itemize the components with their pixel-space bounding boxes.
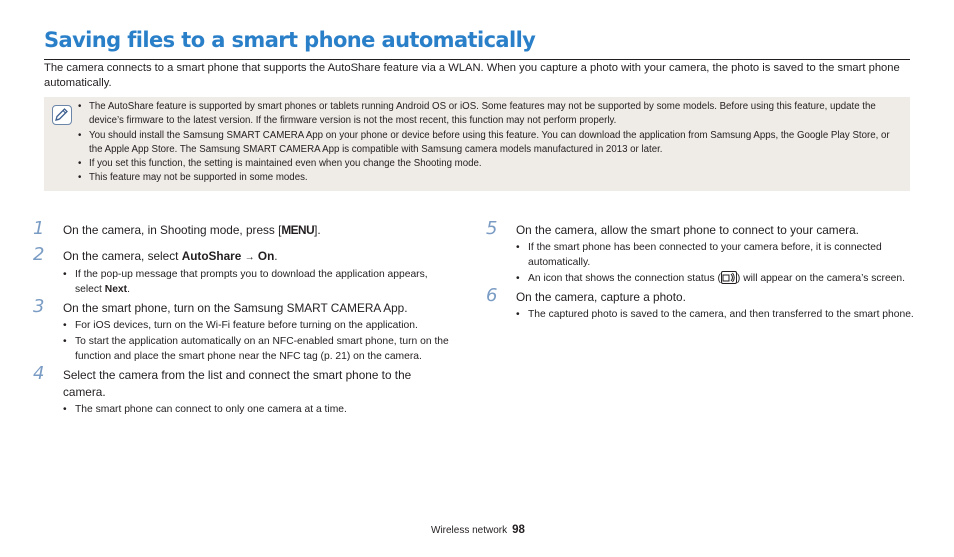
arrow-right-icon: →	[244, 252, 255, 263]
option-on: On	[257, 249, 275, 263]
step-text: On the camera, allow the smart phone to connect to your camera.	[516, 223, 859, 237]
option-next: Next	[104, 284, 128, 295]
step-number: 3	[33, 296, 45, 317]
step-sub-item	[63, 267, 453, 297]
steps-right-column	[486, 218, 916, 325]
note-item: • The AutoShare feature is supported by smart phones or tablets running Android OS or iOS. Some features may not be supported by some models. Before using this feature, update the device’s firmware to the latest version. If the firmware version is not the most recent, this function may not perform properly.	[78, 100, 904, 129]
page-number: 98	[512, 524, 525, 536]
step-number: 4	[33, 363, 45, 384]
step-sub-item: • The captured photo is saved to the camera, and then transferred to the smart phone.	[516, 307, 916, 322]
step-sub-list	[63, 402, 453, 417]
step-text	[63, 222, 453, 239]
step-number: 2	[33, 244, 45, 265]
sub-text-part: If the pop-up message that prompts you to download the application appears, select	[75, 269, 428, 295]
note-item: • You should install the Samsung SMART CAMERA App on your phone or device before using this feature. You can download the application from Samsung Apps, the Google Play Store, or the Apple App Store. The Samsung SMART CAMERA App is compatible with Samsung camera models manufactured in 2013 or later.	[78, 129, 904, 158]
autoshare-status-icon	[721, 271, 737, 284]
sub-text-part: An icon that shows the connection status (	[528, 273, 721, 284]
page-footer	[431, 524, 525, 536]
steps-left-column	[33, 218, 453, 420]
step-4	[33, 363, 453, 417]
sub-text-part: ) will appear on the camera’s screen.	[736, 273, 905, 284]
note-list	[78, 100, 904, 186]
option-autoshare: AutoShare	[181, 249, 242, 263]
step-5	[486, 218, 916, 286]
step-1	[33, 218, 453, 239]
step-sub-list	[63, 267, 453, 297]
step-text-part: ].	[314, 223, 321, 237]
menu-key-label: MENU	[281, 223, 315, 237]
intro-paragraph: The camera connects to a smart phone that supports the AutoShare feature via a WLAN. When you capture a photo with your camera, the photo is saved to the smart phone automatically.	[44, 62, 900, 89]
step-6	[486, 285, 916, 322]
note-item: • This feature may not be supported in some modes.	[78, 171, 904, 185]
title-divider	[44, 59, 910, 60]
step-sub-list	[63, 318, 453, 364]
step-text-part: On the camera, in Shooting mode, press [	[63, 223, 282, 237]
step-number: 5	[486, 218, 498, 239]
step-3	[33, 296, 453, 364]
step-text-part: .	[274, 249, 278, 263]
sub-text-part: .	[127, 284, 130, 295]
note-box	[44, 97, 910, 191]
step-sub-item: • For iOS devices, turn on the Wi-Fi feature before turning on the application.	[63, 318, 453, 333]
step-text: Select the camera from the list and connect the smart phone to the camera.	[63, 368, 412, 399]
step-sub-item: • If the smart phone has been connected to your camera before, it is connected automatically.	[516, 240, 916, 270]
step-text-part: On the camera, select	[63, 249, 182, 263]
note-pencil-icon	[52, 105, 72, 125]
step-sub-list	[516, 307, 916, 322]
step-sub-list	[516, 240, 916, 286]
step-sub-item: • To start the application automatically on an NFC-enabled smart phone, turn on the function and place the smart phone near the NFC tag (p. 21) on the camera.	[63, 334, 453, 364]
footer-section-name: Wireless network	[431, 525, 508, 536]
step-number: 6	[486, 285, 498, 306]
step-text	[63, 248, 453, 266]
note-item: • If you set this function, the setting is maintained even when you change the Shooting mode.	[78, 157, 904, 171]
step-text: On the smart phone, turn on the Samsung SMART CAMERA App.	[63, 301, 408, 315]
step-number: 1	[33, 218, 45, 239]
step-text: On the camera, capture a photo.	[516, 290, 686, 304]
page-title: Saving files to a smart phone automatically	[44, 28, 536, 52]
step-sub-item	[516, 271, 916, 286]
step-sub-item: • The smart phone can connect to only one camera at a time.	[63, 402, 453, 417]
step-2	[33, 244, 453, 297]
